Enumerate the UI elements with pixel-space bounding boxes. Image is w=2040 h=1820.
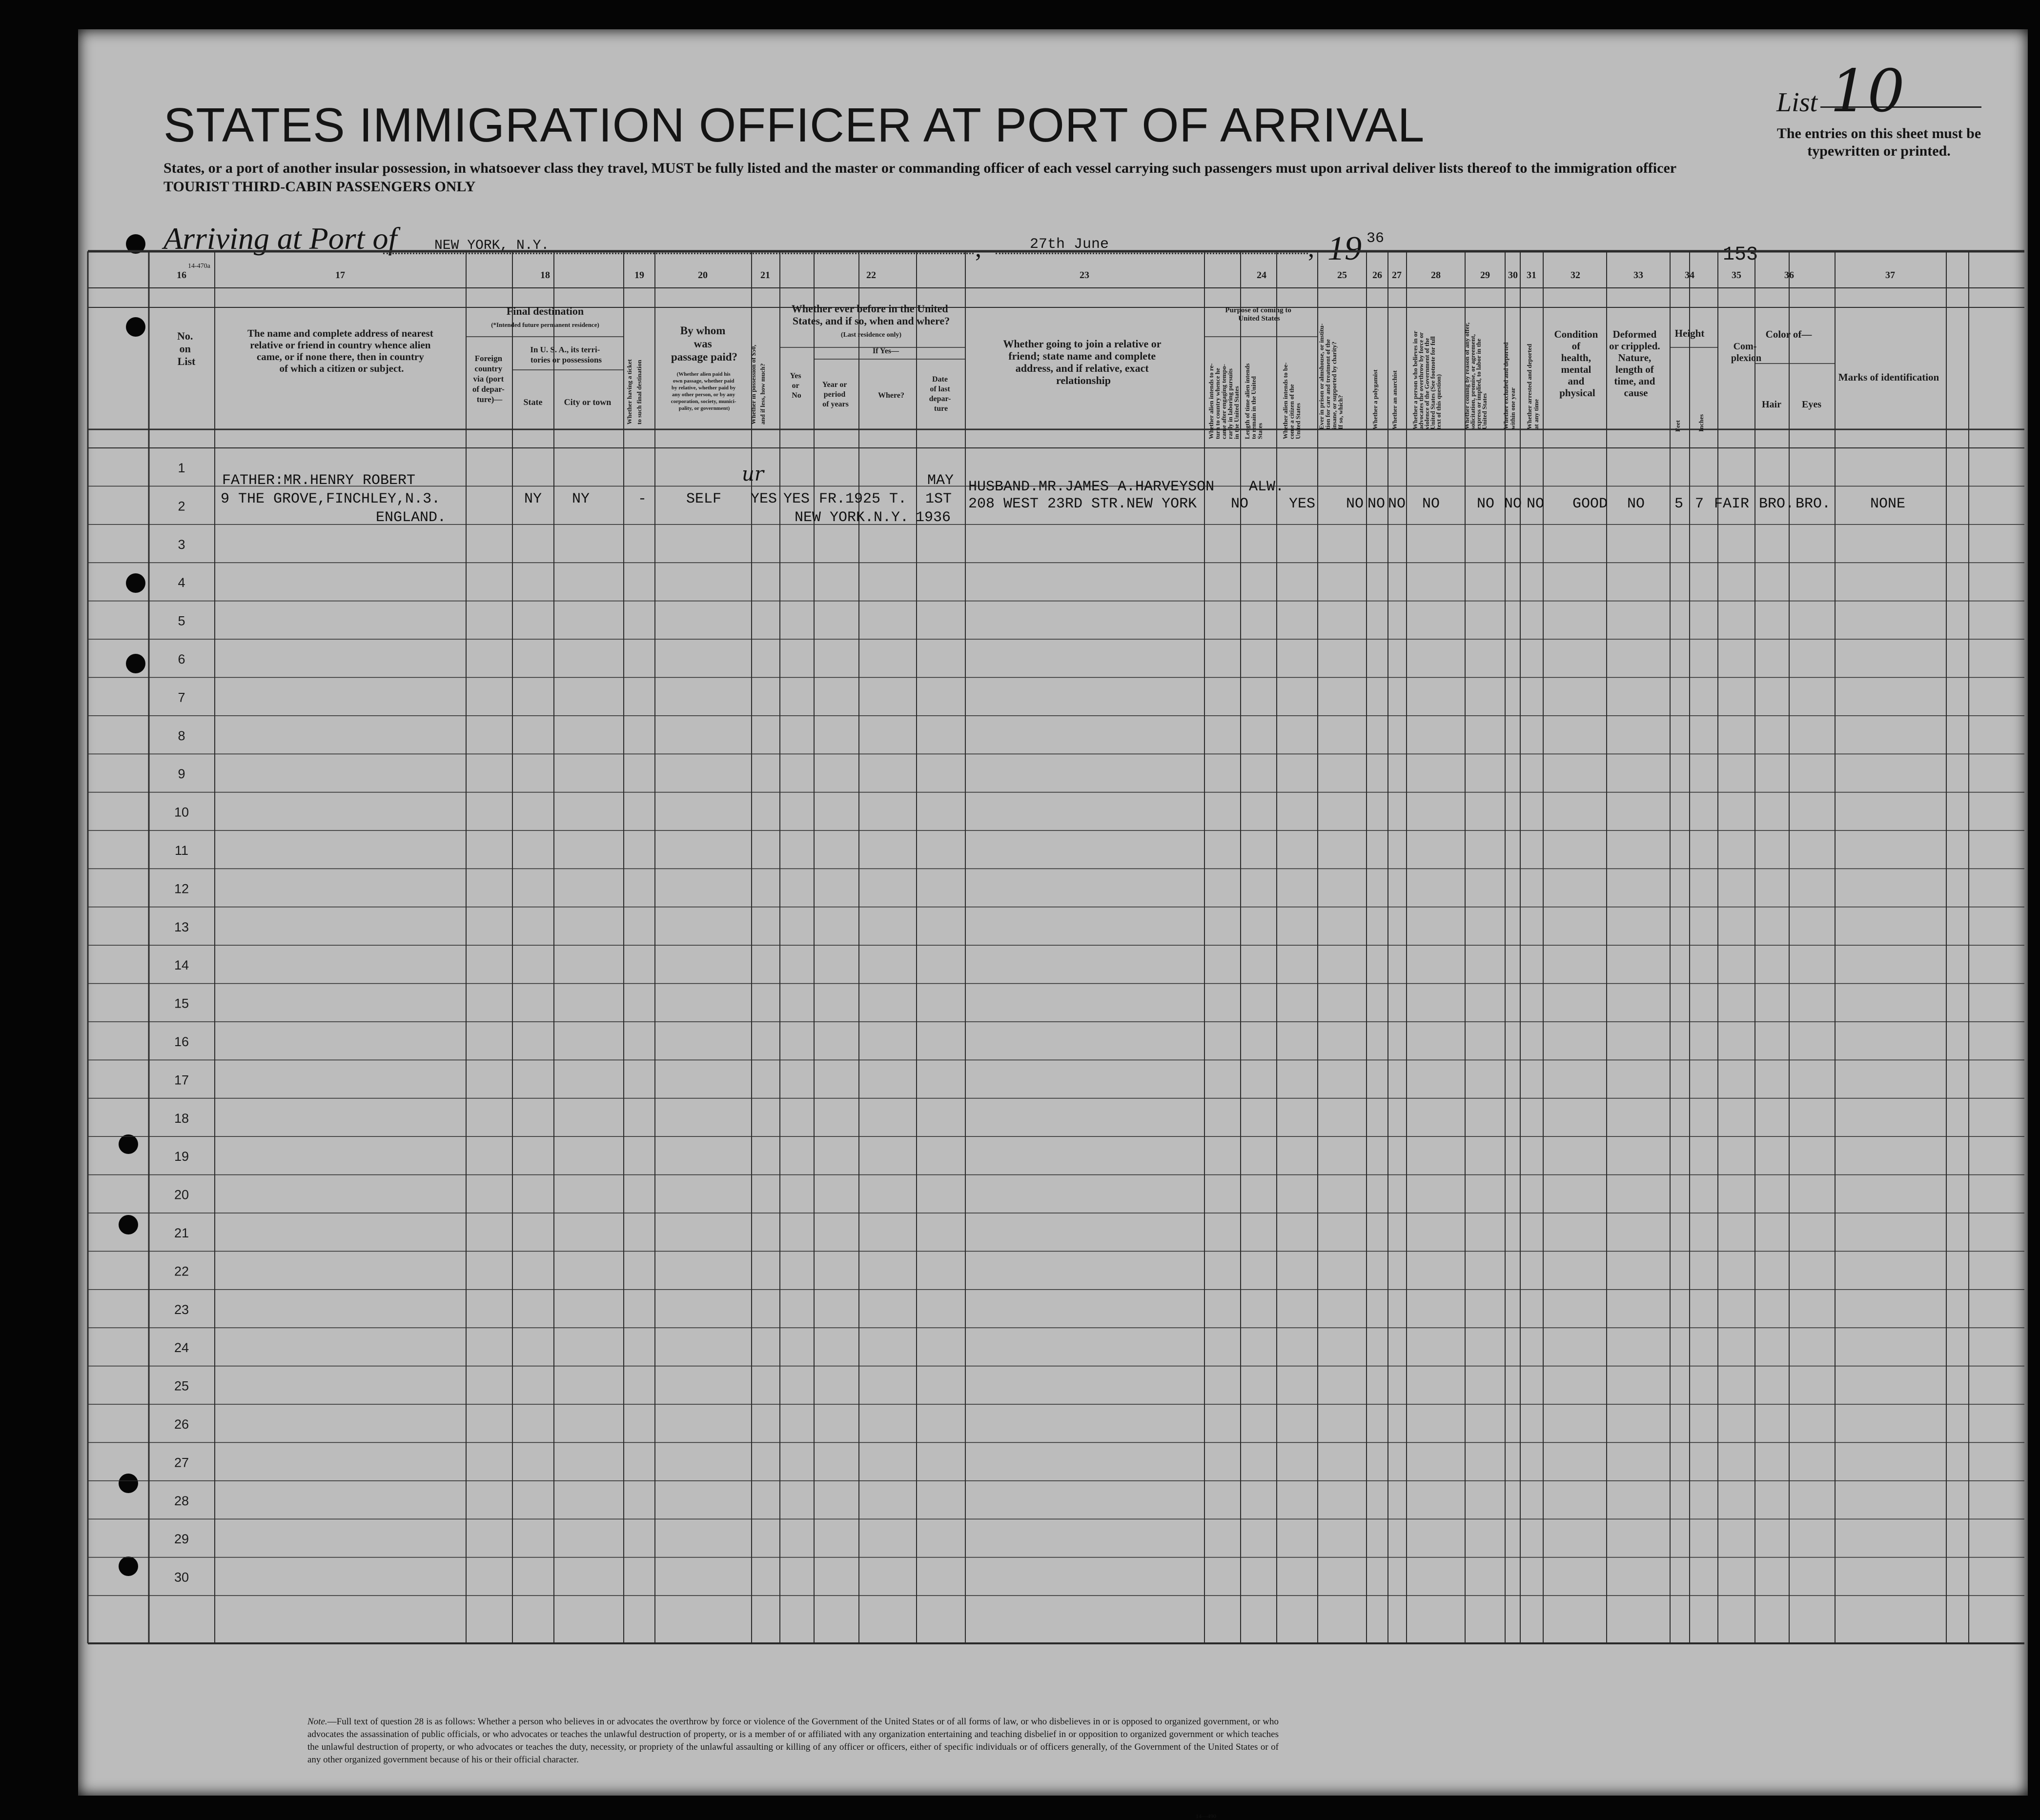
entry-relative-line1: FATHER:MR.HENRY ROBERT bbox=[222, 472, 416, 489]
ruling-lines bbox=[88, 251, 2024, 1643]
header-hair: Hair bbox=[1762, 399, 1781, 410]
header-text-line: period bbox=[823, 390, 846, 399]
header-text-line: States, and if so, when and where? bbox=[792, 315, 950, 327]
entry-city: NY bbox=[571, 491, 590, 507]
header-text-line: United States bbox=[1238, 315, 1280, 323]
header-city: City or town bbox=[564, 397, 612, 407]
header-text-line: No bbox=[792, 391, 801, 400]
header-text-line: by relative, whether paid by bbox=[671, 385, 736, 391]
row-number: 7 bbox=[178, 690, 185, 705]
header-text-line: Deformed bbox=[1612, 328, 1657, 340]
column-headers bbox=[177, 303, 1939, 413]
header-passage-paid bbox=[671, 324, 737, 363]
header-text-line: depar- bbox=[929, 395, 951, 403]
column-numbers bbox=[177, 270, 1895, 281]
header-text-line: of which a citizen or subject. bbox=[279, 363, 404, 374]
column-number: 36 bbox=[1784, 270, 1794, 281]
entry-citizen: YES bbox=[1288, 496, 1316, 512]
header-text-line: ture)— bbox=[476, 395, 503, 404]
typewritten-note: The entries on this sheet must be typewritten or printed. bbox=[1776, 125, 1981, 159]
header-text-line: come a citizen of the bbox=[1288, 384, 1295, 439]
header-text-line: length of bbox=[1615, 364, 1654, 375]
row-number: 15 bbox=[174, 996, 189, 1011]
header-text-line: plexion bbox=[1731, 353, 1762, 364]
arrival-date: 27th June bbox=[1030, 236, 1109, 253]
header-text-line: passage paid? bbox=[671, 351, 738, 363]
header-text-line: mental bbox=[1561, 364, 1591, 375]
header-text-line: Ever in prison or almshouse, or institu- bbox=[1318, 323, 1325, 429]
header-text-line: Whether coming by reason of any offer, bbox=[1463, 323, 1470, 429]
row-number: 1 bbox=[178, 461, 185, 475]
passenger-entry bbox=[221, 463, 1905, 526]
header-purpose-length bbox=[1244, 362, 1264, 439]
header-no-on-list-line: No. bbox=[177, 330, 193, 342]
separator: , bbox=[1308, 235, 1314, 263]
passenger-class: TOURIST THIRD-CABIN PASSENGERS ONLY bbox=[163, 179, 476, 195]
header-text-line: of bbox=[1571, 340, 1581, 352]
row-number: 10 bbox=[174, 805, 189, 820]
header-text-line: pality, or government) bbox=[678, 405, 730, 411]
header-text-line: and bbox=[1568, 375, 1585, 387]
header-last-residence: (Last residence only) bbox=[840, 331, 902, 339]
column-number: 29 bbox=[1480, 270, 1490, 281]
entry-join-line1: HUSBAND.MR.JAMES A.HARVEYSON bbox=[968, 479, 1215, 495]
header-overthrow bbox=[1411, 329, 1442, 429]
entry-anarchist: NO bbox=[1387, 496, 1406, 512]
header-purpose-return bbox=[1207, 362, 1240, 439]
header-text-line: United States bbox=[1481, 393, 1488, 429]
header-text-line: Purpose of coming to bbox=[1225, 306, 1291, 314]
header-complexion bbox=[1731, 341, 1761, 364]
header-state: State bbox=[523, 397, 543, 407]
separator: , bbox=[975, 235, 981, 263]
header-where: Where? bbox=[878, 391, 904, 400]
row-number: 19 bbox=[174, 1149, 189, 1164]
header-text-line: physical bbox=[1559, 387, 1595, 399]
entry-ticket: - bbox=[637, 491, 647, 507]
header-ticket bbox=[626, 358, 643, 425]
entry-return-home: NO bbox=[1230, 496, 1249, 512]
header-text-line: health, bbox=[1561, 352, 1591, 364]
header-text-line: of last bbox=[930, 385, 950, 393]
header-text-line: of years bbox=[822, 400, 849, 408]
header-height: Height bbox=[1674, 327, 1705, 339]
header-text-line: Whether alien intends to be- bbox=[1282, 362, 1289, 439]
footnote-code: 14—490 bbox=[1196, 1813, 1216, 1820]
footnote-text: —Full text of question 28 is as follows: Whether a person who believes in or advocates the overthrow by force or violence of the Government of the United States or of all forms of law, or who disbelieves in or is opposed to organized government, or who advocates the assassination of public officials, or who advocates or teaches the unlawful destruction of property, or is a member of or affiliated with any organization entertaining and teaching disbelief in or opposition to organized government or which teaches the unlawful destruction of property, or who advocates or teaches the duty, necessity, or propriety of the unlawful assaulting or killing of any officer or officers, either of specific individuals or of officers generally, of the Government of the United States or of any other organized government because of his or their official character. bbox=[307, 1717, 1279, 1765]
header-passage-note bbox=[671, 371, 738, 411]
entry-before-year: FR.1925 bbox=[819, 491, 881, 507]
header-text-line: (Whether alien paid his bbox=[676, 371, 731, 377]
header-text-line: was bbox=[694, 338, 712, 350]
header-text-line: or crippled. bbox=[1609, 340, 1660, 352]
header-purpose-citizen bbox=[1282, 361, 1302, 439]
column-number: 35 bbox=[1732, 270, 1741, 281]
form-title: STATES IMMIGRATION OFFICER AT PORT OF ARRIVAL bbox=[163, 98, 1425, 152]
form-instructions: States, or a port of another insular possession, in whatsoever class they travel, MUST be fully listed and the master or commanding officer of each vessel carrying such passengers must upon arrival deliver lists thereof to the immigration officer bbox=[163, 160, 1677, 176]
header-color-of: Color of— bbox=[1765, 328, 1812, 340]
entry-hair: BRO. bbox=[1758, 496, 1795, 512]
form-code: 14-470a bbox=[188, 263, 210, 270]
entry-before-where: NEW YORK.N.Y. bbox=[795, 509, 909, 526]
entry-departure-month: MAY bbox=[927, 472, 954, 489]
header-text-line: United States bbox=[1294, 403, 1302, 439]
header-text-line: cause bbox=[1624, 387, 1648, 399]
row-number: 12 bbox=[174, 881, 189, 896]
header-text-line: country bbox=[474, 364, 503, 373]
column-number: 20 bbox=[698, 270, 708, 281]
row-number: 13 bbox=[174, 919, 189, 934]
header-text-line: relationship bbox=[1056, 374, 1111, 386]
header-text-line: time, and bbox=[1614, 375, 1655, 387]
row-number: 23 bbox=[174, 1302, 189, 1317]
entry-before-where-suffix: T. bbox=[889, 491, 907, 507]
header-text-line: Condition bbox=[1554, 328, 1598, 340]
sheet-number: 153 bbox=[1723, 244, 1758, 266]
row-number: 29 bbox=[174, 1532, 189, 1547]
header-text-line: Nature, bbox=[1618, 352, 1652, 364]
header-marks: Marks of identification bbox=[1838, 371, 1939, 383]
header-text-line: United States (See footnote for full bbox=[1429, 336, 1436, 429]
header-text-line: came after engaging tempo- bbox=[1220, 364, 1227, 439]
header-join-relative bbox=[1003, 338, 1163, 386]
header-text-line: Com- bbox=[1733, 341, 1757, 352]
header-text-line: and if less, how much? bbox=[759, 363, 766, 425]
header-text-line: of depar- bbox=[472, 384, 505, 394]
entry-arrested: NO bbox=[1526, 496, 1545, 512]
entry-overthrow: NO bbox=[1422, 496, 1440, 512]
entry-marks: NONE bbox=[1870, 496, 1906, 512]
row-number: 25 bbox=[174, 1378, 189, 1394]
column-number: 32 bbox=[1571, 270, 1580, 281]
row-number: 5 bbox=[178, 613, 185, 628]
header-feet: Feet bbox=[1674, 420, 1681, 432]
entry-join-line2: 208 WEST 23RD STR.NEW YORK bbox=[968, 496, 1197, 512]
header-arrested bbox=[1526, 342, 1540, 429]
header-health bbox=[1554, 328, 1600, 399]
header-year-period bbox=[822, 381, 849, 408]
row-number: 22 bbox=[174, 1264, 189, 1279]
header-text-line: via (port bbox=[473, 374, 504, 384]
header-anarchist: Whether an anarchist bbox=[1391, 370, 1398, 429]
header-if-yes: If Yes— bbox=[872, 347, 899, 355]
list-number: 10 bbox=[1830, 58, 1905, 125]
header-text-line: any other person, or by any bbox=[672, 392, 735, 398]
header-text-line: Whether having a ticket bbox=[626, 359, 633, 425]
column-number: 21 bbox=[760, 270, 770, 281]
row-number: 8 bbox=[178, 728, 185, 743]
column-number: 33 bbox=[1633, 270, 1643, 281]
header-text-line: corporation, society, munici- bbox=[671, 399, 736, 404]
header-text-line: at any time bbox=[1532, 399, 1540, 429]
header-eyes: Eyes bbox=[1802, 399, 1821, 410]
header-contract bbox=[1463, 321, 1488, 429]
entry-deformed: NO bbox=[1627, 496, 1645, 512]
year-suffix: 36 bbox=[1367, 230, 1385, 247]
header-text-line: Year or bbox=[822, 381, 847, 389]
year-prefix: 19 bbox=[1327, 230, 1362, 267]
entry-relative-line3: ENGLAND. bbox=[376, 509, 447, 526]
row-number: 30 bbox=[174, 1570, 189, 1585]
header-text-line: Whether going to join a relative or bbox=[1003, 338, 1162, 350]
row-number: 18 bbox=[174, 1111, 189, 1126]
header-deformed bbox=[1609, 328, 1663, 399]
header-text-line: in the United States bbox=[1233, 386, 1240, 439]
header-text-line: solicitation, promise, or agreement, bbox=[1469, 334, 1476, 429]
header-text-line: Date bbox=[932, 375, 948, 384]
arriving-label: Arriving at Port of bbox=[163, 221, 397, 256]
header-excluded bbox=[1502, 341, 1516, 429]
header-text-line: insane, or supported by charity? bbox=[1330, 342, 1338, 429]
header-text-line: tories or possessions bbox=[530, 355, 602, 364]
header-text-line: relative or friend in country whence alien bbox=[250, 339, 431, 351]
entry-prison: NO bbox=[1346, 496, 1364, 512]
list-label: List bbox=[1776, 87, 1818, 118]
entry-feet: 5 bbox=[1674, 496, 1684, 512]
column-number: 34 bbox=[1685, 270, 1694, 281]
header-no-on-list-line: on bbox=[179, 343, 191, 355]
column-number: 18 bbox=[540, 270, 550, 281]
header-text-line: friend; state name and complete bbox=[1008, 350, 1156, 362]
entry-eyes: BRO. bbox=[1795, 496, 1831, 512]
entry-inches: 7 bbox=[1694, 496, 1704, 512]
entry-departure-day: 1ST bbox=[925, 491, 952, 507]
header-final-destination-note: (*Intended future permanent residence) bbox=[491, 321, 599, 328]
header-text-line: Whether alien intends to re- bbox=[1207, 363, 1215, 439]
entry-state: NY bbox=[524, 491, 542, 507]
entry-contract: NO bbox=[1476, 496, 1495, 512]
header-text-line: Whether arrested and deported bbox=[1526, 344, 1533, 429]
row-number: 17 bbox=[174, 1072, 189, 1088]
header-text-line: Foreign bbox=[474, 354, 503, 363]
header-text-line: Length of time alien intends bbox=[1244, 363, 1251, 439]
header-text-line: turn to country whence he bbox=[1214, 368, 1221, 439]
header-text-line: Whether excluded and deported bbox=[1502, 342, 1510, 429]
header-inches: Inches bbox=[1697, 414, 1705, 432]
column-number: 17 bbox=[335, 270, 345, 281]
header-text-line: By whom bbox=[680, 324, 726, 337]
header-text-line: to remain in the United bbox=[1250, 376, 1257, 439]
header-text-line: Whether in possession of $50, bbox=[750, 344, 757, 425]
header-before-in-us bbox=[792, 303, 951, 327]
entry-money-mark: ur bbox=[742, 463, 764, 485]
header-text-line: violence of the Government of the bbox=[1423, 338, 1430, 429]
row-number: 20 bbox=[174, 1187, 189, 1202]
header-yes-no bbox=[790, 372, 803, 400]
entry-excluded: NO bbox=[1504, 496, 1522, 512]
header-text-line: rarily in laboring pursuits bbox=[1226, 368, 1234, 439]
header-no-on-list-line: List bbox=[177, 355, 196, 367]
row-number: 4 bbox=[178, 575, 185, 590]
header-text-line: In U. S. A., its terri- bbox=[530, 345, 600, 354]
column-number: 28 bbox=[1431, 270, 1441, 281]
header-text-line: or bbox=[792, 382, 799, 390]
column-number: 16 bbox=[177, 270, 186, 281]
row-number: 2 bbox=[178, 499, 185, 514]
header-final-destination: Final destination bbox=[506, 305, 584, 317]
row-number: 14 bbox=[174, 958, 189, 973]
header-text-line: Whether ever before in the United bbox=[791, 303, 948, 315]
column-number: 25 bbox=[1337, 270, 1347, 281]
header-usa bbox=[530, 345, 602, 364]
row-number: 27 bbox=[174, 1455, 189, 1470]
entry-passage-paid: SELF bbox=[686, 491, 722, 507]
header-text-line: States bbox=[1256, 423, 1264, 439]
header-text-line: Yes bbox=[790, 372, 801, 380]
row-number: 28 bbox=[174, 1493, 189, 1508]
header-date-departure bbox=[929, 375, 953, 413]
entry-health: GOOD bbox=[1572, 496, 1608, 512]
row-numbers bbox=[174, 461, 189, 1585]
entry-departure-year: 1936 bbox=[916, 509, 951, 526]
header-text-line: ture bbox=[934, 404, 948, 413]
header-prison bbox=[1318, 322, 1344, 429]
row-number: 3 bbox=[178, 537, 185, 552]
row-number: 9 bbox=[178, 767, 185, 782]
row-number: 24 bbox=[174, 1340, 189, 1355]
header-polygamist: Whether a polygamist bbox=[1371, 369, 1379, 429]
column-number: 23 bbox=[1080, 270, 1089, 281]
row-number: 6 bbox=[178, 652, 185, 667]
row-number: 16 bbox=[174, 1034, 189, 1049]
header-no-on-list bbox=[177, 330, 196, 367]
entry-length-of-stay: ALW. bbox=[1248, 479, 1285, 495]
row-number: 26 bbox=[174, 1417, 189, 1432]
row-number: 11 bbox=[174, 843, 189, 858]
column-number: 30 bbox=[1508, 270, 1518, 281]
header-text-line: to such final destination bbox=[635, 360, 643, 425]
header-text-line: own passage, whether paid bbox=[673, 378, 734, 384]
port-of-arrival: NEW YORK, N.Y. bbox=[434, 238, 550, 253]
header-text-line: address, and if relative, exact bbox=[1015, 362, 1149, 374]
header-text-line: text of this question) bbox=[1435, 374, 1442, 429]
header-foreign-country bbox=[472, 354, 507, 404]
column-number: 22 bbox=[866, 270, 876, 281]
footnote-label: Note. bbox=[307, 1717, 327, 1727]
header-relative-abroad bbox=[247, 327, 436, 374]
header-text-line: advocates the overthrow by force or bbox=[1417, 332, 1425, 429]
header-text-line: If so, which? bbox=[1337, 395, 1344, 429]
row-number: 21 bbox=[174, 1226, 189, 1240]
header-money bbox=[750, 343, 766, 425]
header-text-line: The name and complete address of nearest bbox=[247, 327, 433, 339]
header-text-line: tion for care and treatment of the bbox=[1324, 339, 1331, 429]
entry-money: YES bbox=[751, 491, 777, 507]
column-number: 24 bbox=[1257, 270, 1266, 281]
entry-relative-line2: 9 THE GROVE,FINCHLEY,N.3. bbox=[221, 491, 441, 507]
column-number: 26 bbox=[1372, 270, 1382, 281]
column-number: 27 bbox=[1392, 270, 1402, 281]
column-number: 31 bbox=[1527, 270, 1536, 281]
header-text-line: express or implied, to labor in the bbox=[1475, 339, 1482, 429]
entry-polygamist: NO bbox=[1367, 496, 1386, 512]
header-text-line: Whether a person who believes in or bbox=[1411, 331, 1419, 429]
header-text-line: came, or if none there, then in country bbox=[256, 351, 424, 363]
column-number: 37 bbox=[1885, 270, 1895, 281]
header-purpose bbox=[1225, 306, 1293, 323]
entry-complexion: FAIR bbox=[1714, 496, 1750, 512]
column-number: 19 bbox=[634, 270, 644, 281]
header-text-line: within one year bbox=[1509, 387, 1516, 429]
entry-before-yes-no: YES bbox=[783, 491, 810, 507]
